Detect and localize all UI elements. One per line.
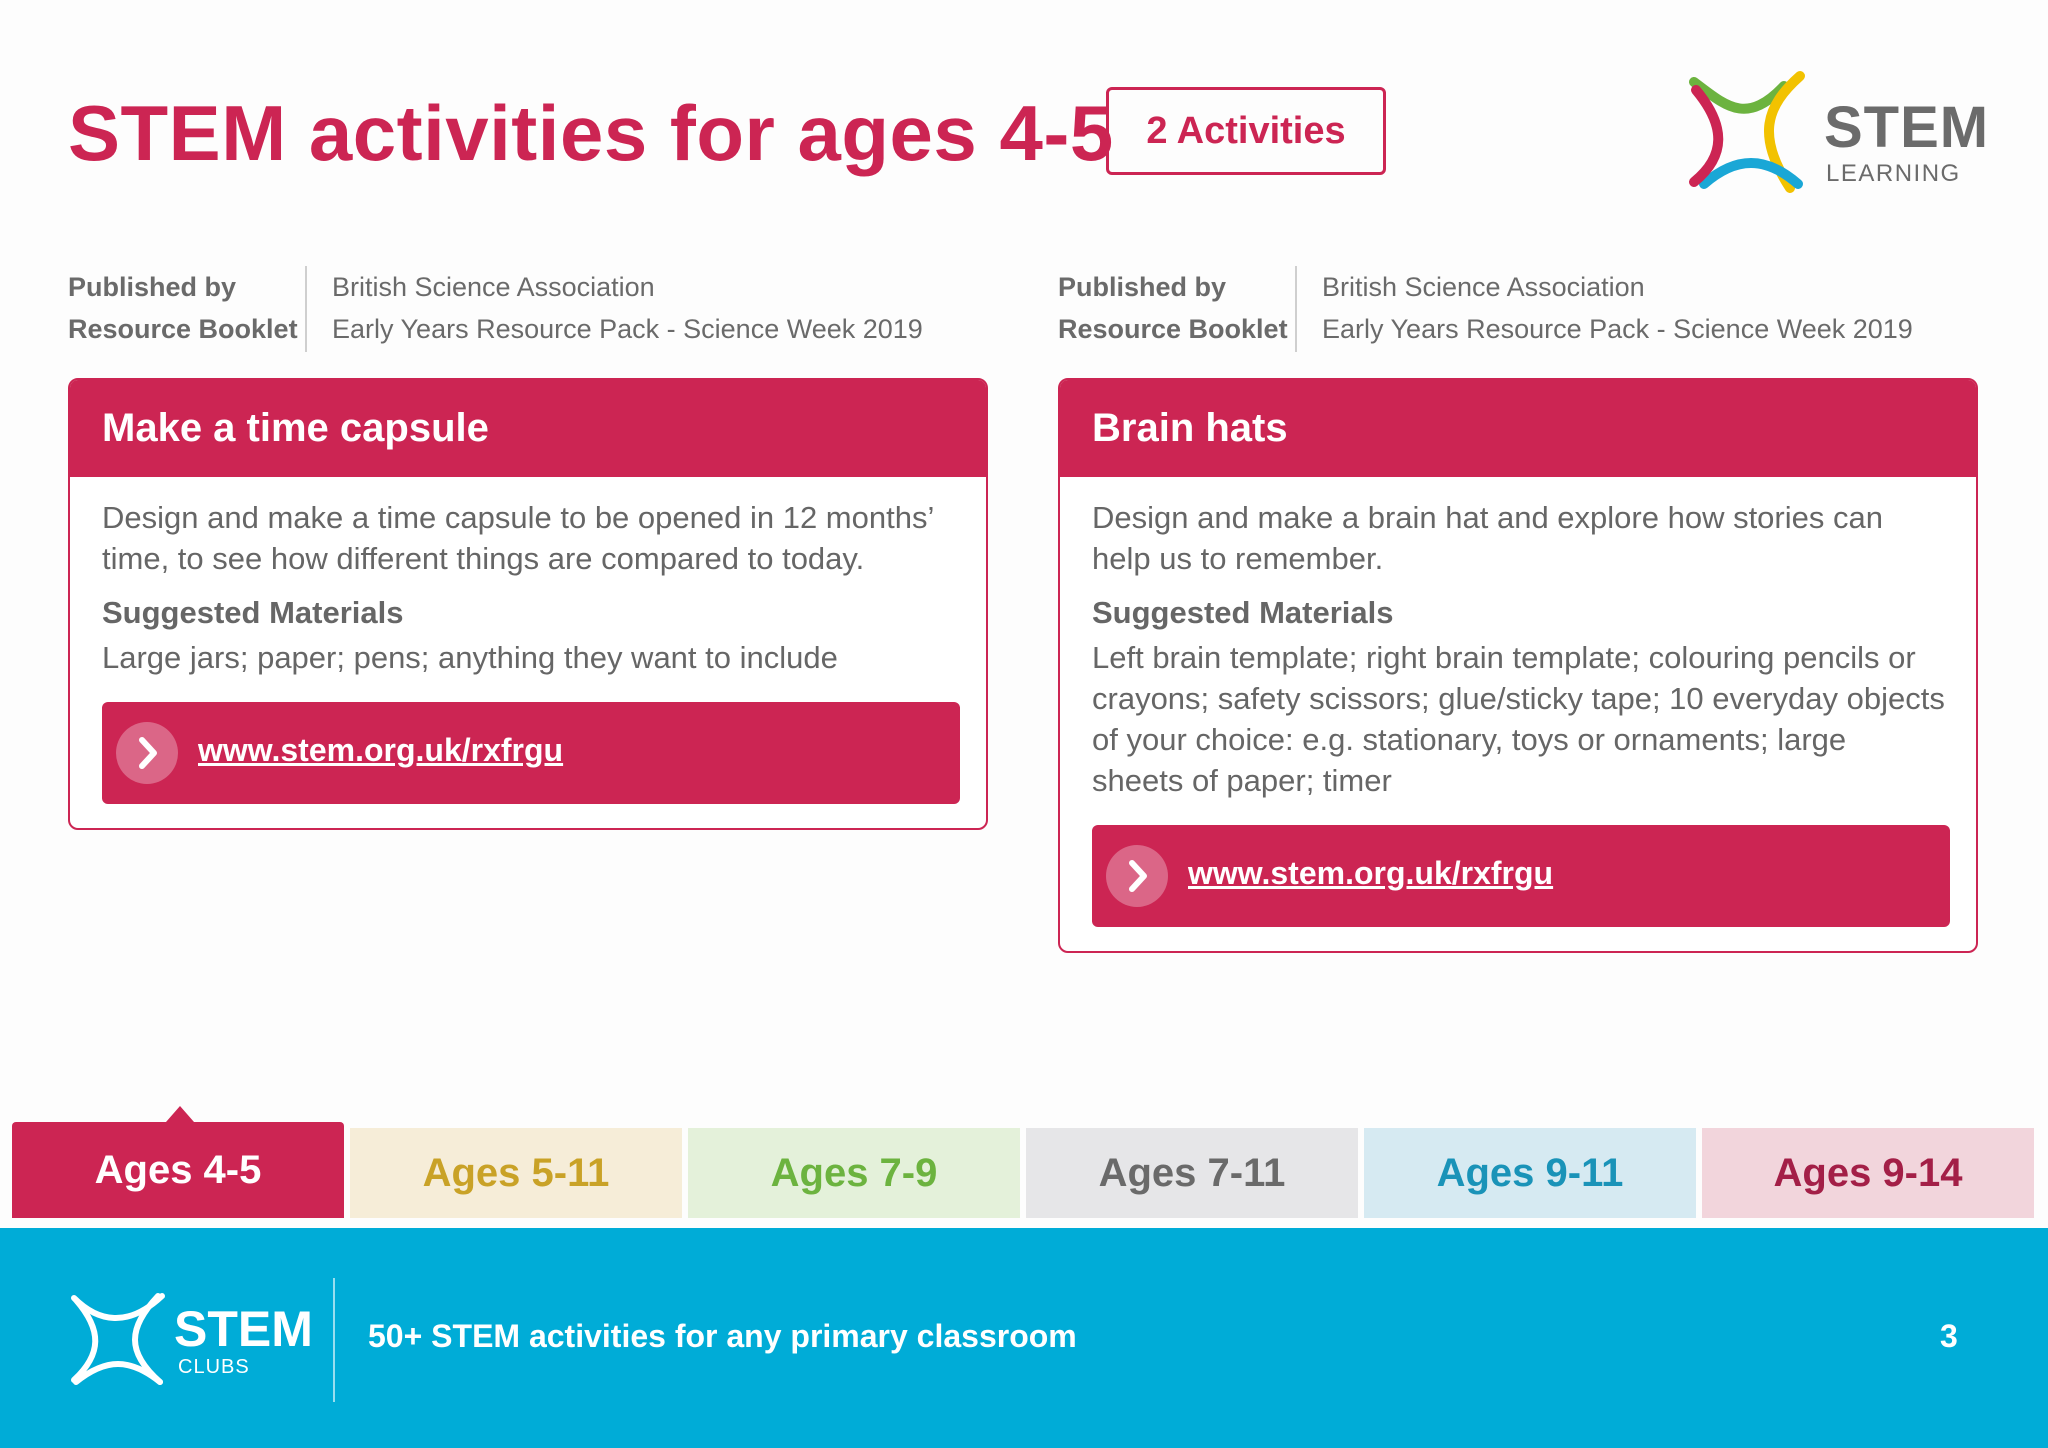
activity-link-button[interactable]	[1092, 825, 1950, 927]
page-title: STEM activities for ages 4-5	[68, 89, 1114, 177]
activity-meta-2	[1058, 266, 1938, 352]
stem-clubs-x-icon	[68, 1288, 168, 1388]
activity-card-brain-hats	[1058, 378, 1978, 953]
publisher-value: British Science Association	[332, 272, 655, 302]
chevron-right-icon	[1106, 845, 1168, 907]
published-by-label: Published by	[68, 272, 237, 302]
footer-logo-clubs-text: CLUBS	[178, 1356, 250, 1378]
resource-booklet-label: Resource Booklet	[68, 314, 298, 344]
card-title: Make a time capsule	[70, 380, 986, 477]
booklet-value: Early Years Resource Pack - Science Week 2019	[332, 314, 923, 344]
footer	[0, 1228, 2048, 1448]
activity-link[interactable]: www.stem.org.uk/rxfrgu	[1188, 855, 1554, 891]
activity-count-badge: 2 Activities	[1106, 87, 1386, 175]
tab-ages-7-9[interactable]: Ages 7-9	[688, 1128, 1020, 1218]
tab-ages-9-14[interactable]: Ages 9-14	[1702, 1128, 2034, 1218]
stem-learning-logo	[1686, 66, 1990, 198]
tab-ages-7-11[interactable]: Ages 7-11	[1026, 1128, 1358, 1218]
meta-labels	[68, 266, 298, 350]
meta-labels	[1058, 266, 1288, 350]
booklet-value: Early Years Resource Pack - Science Week 2019	[1322, 314, 1913, 344]
logo-learning-text: LEARNING	[1826, 160, 1961, 187]
stem-clubs-logo	[68, 1288, 313, 1388]
activity-link[interactable]: www.stem.org.uk/rxfrgu	[198, 732, 564, 768]
materials-list: Large jars; paper; pens; anything they want to include	[102, 640, 838, 675]
materials-heading: Suggested Materials	[1092, 595, 1394, 630]
card-title: Brain hats	[1060, 380, 1976, 477]
meta-values	[1322, 266, 1913, 350]
materials-list: Left brain template; right brain template; colouring pencils or crayons; safety scissors; glue/sticky tape; 10 everyday objects of your choice: e.g. stationary, toys or ornaments; large sheets of paper; timer	[1092, 640, 1945, 798]
card-body	[1060, 477, 1976, 927]
publisher-value: British Science Association	[1322, 272, 1645, 302]
card-body	[70, 477, 986, 804]
activity-card-time-capsule	[68, 378, 988, 830]
activity-meta-1	[68, 266, 948, 352]
card-description: Design and make a brain hat and explore how stories can help us to remember.	[1092, 500, 1883, 576]
meta-values	[332, 266, 923, 350]
meta-divider	[1295, 266, 1297, 352]
page-number: 3	[1940, 1318, 1958, 1354]
materials-heading: Suggested Materials	[102, 595, 404, 630]
resource-booklet-label: Resource Booklet	[1058, 314, 1288, 344]
activity-link-button[interactable]	[102, 702, 960, 804]
chevron-right-icon	[116, 722, 178, 784]
card-description: Design and make a time capsule to be opened in 12 months’ time, to see how different things are compared to today.	[102, 500, 934, 576]
stem-x-logo-icon	[1686, 66, 1816, 198]
tab-ages-4-5[interactable]: Ages 4-5	[12, 1122, 344, 1218]
footer-logo-stem-text: STEM	[174, 1301, 313, 1357]
footer-divider	[333, 1278, 335, 1402]
published-by-label: Published by	[1058, 272, 1227, 302]
logo-stem-text: STEM	[1824, 95, 1990, 160]
tab-ages-9-11[interactable]: Ages 9-11	[1364, 1128, 1696, 1218]
tab-ages-5-11[interactable]: Ages 5-11	[350, 1128, 682, 1218]
footer-tagline: 50+ STEM activities for any primary classroom	[368, 1318, 1077, 1354]
meta-divider	[305, 266, 307, 352]
active-tab-pointer	[166, 1106, 194, 1122]
